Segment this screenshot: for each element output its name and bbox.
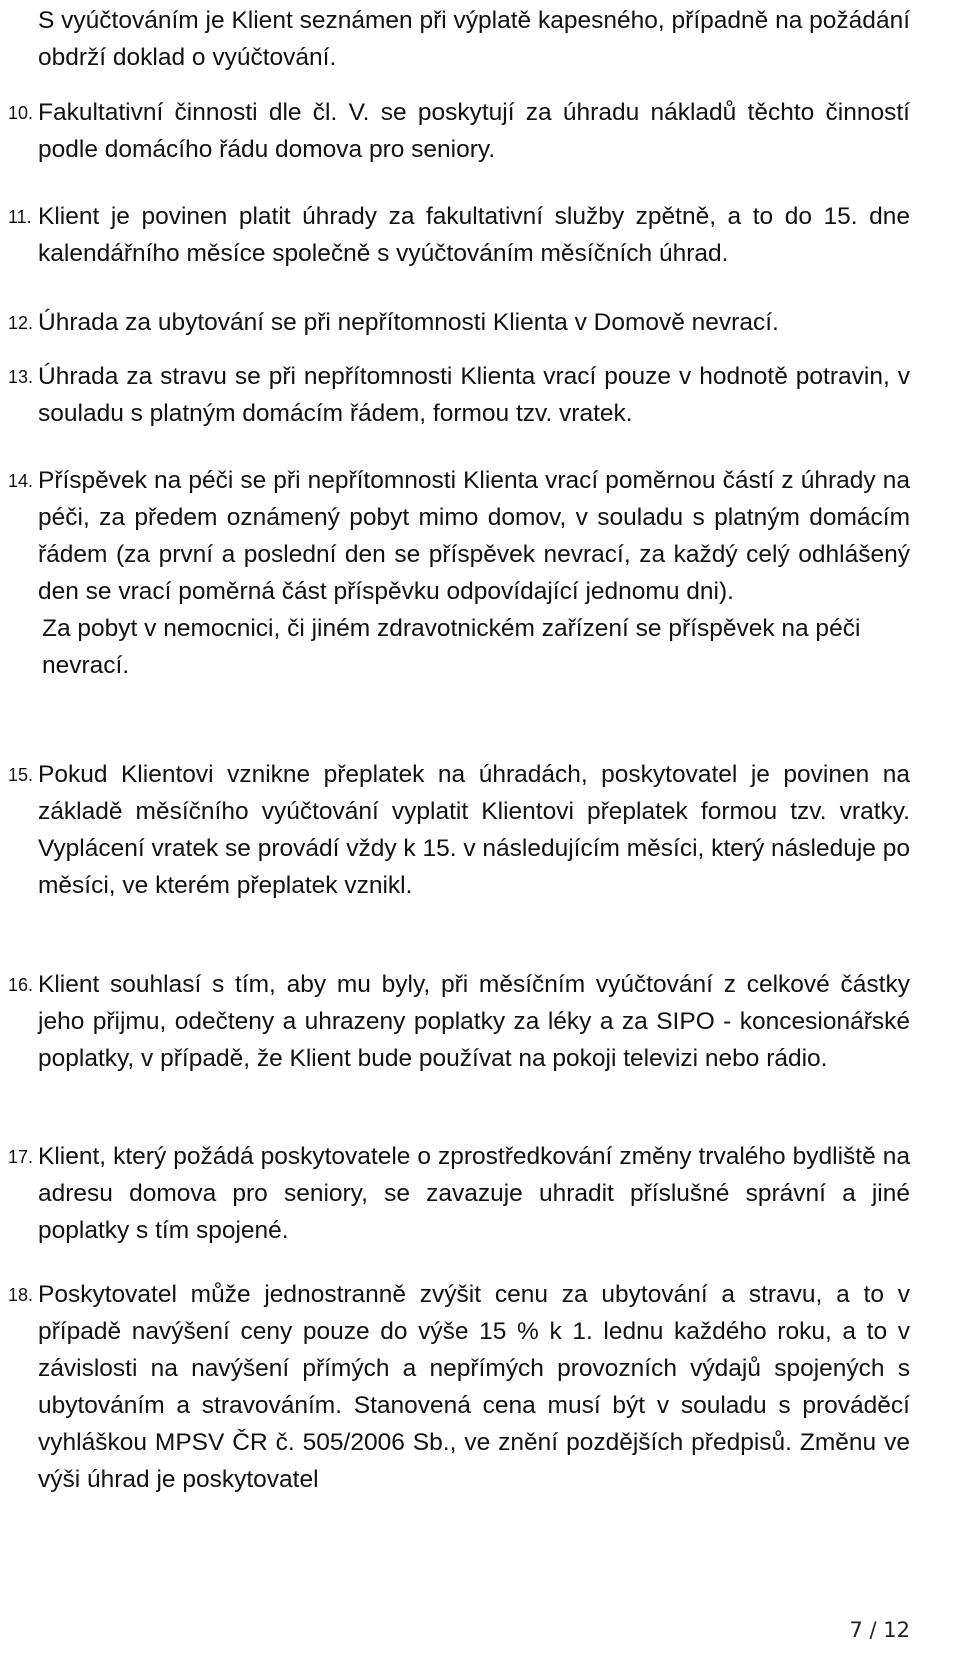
item-text: Klient, který požádá poskytovatele o zprostředkování změny trvalého bydliště na adresu domova pro seniory, se zavazuje uhradit příslušné správní a jiné poplatky s tím spojené. xyxy=(38,1143,910,1244)
list-item-16 xyxy=(8,966,910,1077)
item-number: 13. xyxy=(8,367,34,387)
item-text: Poskytovatel může jednostranně zvýšit cenu za ubytování a stravu, a to v případě navýšení ceny pouze do výše 15 % k 1. lednu každého roku, a to v závislosti na navýšení přímých a nepřímých provozních výdajů spojených s ubytováním a stravováním. Stanovená cena musí být v souladu s prováděcí vyhláškou MPSV ČR č. 505/2006 Sb., ve znění pozdějších předpisů. Změnu ve výši úhrad je poskytovatel xyxy=(38,1281,910,1493)
item-text: Úhrada za ubytování se při nepřítomnosti Klienta v Domově nevrací. xyxy=(38,309,779,336)
item-text: Příspěvek na péči se při nepřítomnosti Klienta vrací poměrnou částí z úhrady na péči, za předem oznámený pobyt mimo domov, v souladu s platným domácím řádem (za první a poslední den se příspěvek nevrací, za každý celý odhlášený den se vrací poměrná část příspěvku odpovídající jednomu dni). xyxy=(38,467,910,605)
list-item-11 xyxy=(8,198,910,272)
list-item-18 xyxy=(8,1276,910,1498)
item-number: 15. xyxy=(8,765,34,785)
item-text: Pokud Klientovi vznikne přeplatek na úhradách, poskytovatel je povinen na základě měsíčního vyúčtování vyplatit Klientovi přeplatek formou tzv. vratky. Vyplácení vratek se provádí vždy k 15. v následujícím měsíci, který následuje po měsíci, ve kterém přeplatek vznikl. xyxy=(38,761,910,899)
list-item-10 xyxy=(8,94,910,168)
item-number: 17. xyxy=(8,1147,34,1167)
item-number: 10. xyxy=(8,103,34,123)
list-item-17 xyxy=(8,1138,910,1249)
item-number: 14. xyxy=(8,471,34,491)
item-text: Fakultativní činnosti dle čl. V. se poskytují za úhradu nákladů těchto činností podle domácího řádu domova pro seniory. xyxy=(38,99,910,163)
list-item-15 xyxy=(8,756,910,904)
item-text: Klient souhlasí s tím, aby mu byly, při měsíčním vyúčtování z celkové částky jeho přijmu, odečteny a uhrazeny poplatky za léky a za SIPO - koncesionářské poplatky, v případě, že Klient bude používat na pokoji televizi nebo rádio. xyxy=(38,971,910,1072)
item-text: Klient je povinen platit úhrady za fakultativní služby zpětně, a to do 15. dne kalendářního měsíce společně s vyúčtováním měsíčních úhrad. xyxy=(38,203,910,267)
item-text: Úhrada za stravu se při nepřítomnosti Klienta vrací pouze v hodnotě potravin, v souladu s platným domácím řádem, formou tzv. vratek. xyxy=(38,363,910,427)
list-item-14 xyxy=(8,462,910,684)
item-number: 11. xyxy=(8,207,32,227)
page-number: 7 / 12 xyxy=(849,1618,910,1642)
list-item-12 xyxy=(8,304,910,341)
item-number: 12. xyxy=(8,313,34,333)
item-note: Za pobyt v nemocnici, či jiném zdravotnickém zařízení se příspěvek na péči nevrací. xyxy=(42,615,861,679)
intro-text: S vyúčtováním je Klient seznámen při výplatě kapesného, případně na požádání obdrží doklad o vyúčtování. xyxy=(38,7,910,71)
intro-paragraph xyxy=(38,2,910,76)
item-number: 16. xyxy=(8,975,34,995)
list-item-13 xyxy=(8,358,910,432)
item-number: 18. xyxy=(8,1285,34,1305)
